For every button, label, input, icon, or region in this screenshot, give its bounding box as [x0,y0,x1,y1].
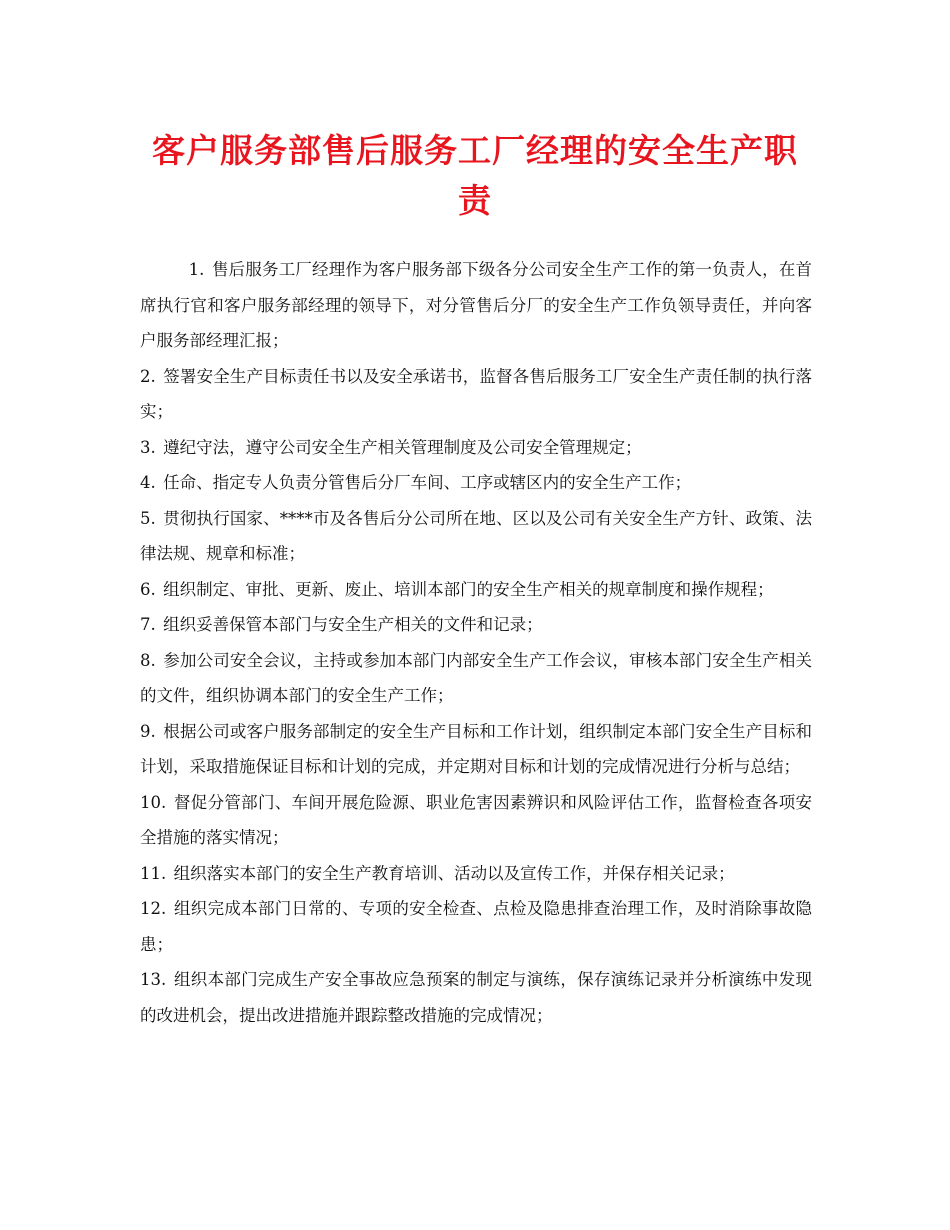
item-number: 1. [188,260,205,279]
item-number: 7. [140,615,156,634]
item-text: 组织制定、审批、更新、废止、培训本部门的安全生产相关的规章制度和操作规程； [163,579,774,599]
item-number: 13. [140,970,167,989]
item-text: 根据公司或客户服务部制定的安全生产目标和工作计划，组织制定本部门安全生产目标和计划，采取措施保证目标和计划的完成，并定期对目标和计划的完成情况进行分析与总结； [140,721,812,776]
duty-item-4 [140,465,812,501]
item-number: 10. [140,792,167,812]
item-text: 参加公司安全会议，主持或参加本部门内部安全生产工作会议，审核本部门安全生产相关的文件，组织协调本部门的安全生产工作； [140,650,812,705]
item-text: 任命、指定专人负责分管售后分厂车间、工序或辖区内的安全生产工作； [163,473,692,492]
item-number: 12. [140,899,167,918]
item-text: 遵纪守法，遵守公司安全生产相关管理制度及公司安全管理规定； [163,437,642,457]
item-number: 4. [140,473,156,492]
duty-item-6 [140,572,812,608]
item-text: 贯彻执行国家、****市及各售后分公司所在地、区以及公司有关安全生产方针、政策、法律法规、规章和标准； [140,508,812,563]
duty-item-9 [140,714,812,785]
duty-item-12 [140,891,812,962]
item-number: 2. [140,366,156,386]
item-number: 9. [140,721,156,741]
item-text: 组织本部门完成生产安全事故应急预案的制定与演练，保存演练记录并分析演练中发现的改进机会，提出改进措施并跟踪整改措施的完成情况； [140,970,812,1025]
item-text: 签署安全生产目标责任书以及安全承诺书，监督各售后服务工厂安全生产责任制的执行落实； [140,366,812,421]
item-text: 组织完成本部门日常的、专项的安全检查、点检及隐患排查治理工作，及时消除事故隐患； [140,899,812,954]
item-number: 8. [140,650,156,670]
duty-item-1 [140,252,812,359]
duty-item-10 [140,785,812,856]
document-title: 客户服务部售后服务工厂经理的安全生产职责 [152,131,798,220]
duty-item-2 [140,359,812,430]
item-text: 督促分管部门、车间开展危险源、职业危害因素辨识和风险评估工作，监督检查各项安全措施的落实情况； [140,792,812,847]
duty-item-5 [140,501,812,572]
item-text: 售后服务工厂经理作为客户服务部下级各分公司安全生产工作的第一负责人，在首席执行官和客户服务部经理的领导下，对分管售后分厂的安全生产工作负领导责任，并向客户服务部经理汇报； [140,260,812,350]
item-text: 组织妥善保管本部门与安全生产相关的文件和记录； [163,615,543,634]
duty-item-11 [140,856,812,892]
item-number: 5. [140,508,156,528]
duty-item-7 [140,607,812,643]
duty-item-3 [140,430,812,466]
item-text: 组织落实本部门的安全生产教育培训、活动以及宣传工作，并保存相关记录； [173,863,735,883]
duty-item-8 [140,643,812,714]
duty-item-13 [140,962,812,1033]
item-number: 6. [140,579,156,599]
document-body [140,252,812,1033]
item-number: 3. [140,437,156,457]
item-number: 11. [140,863,167,883]
